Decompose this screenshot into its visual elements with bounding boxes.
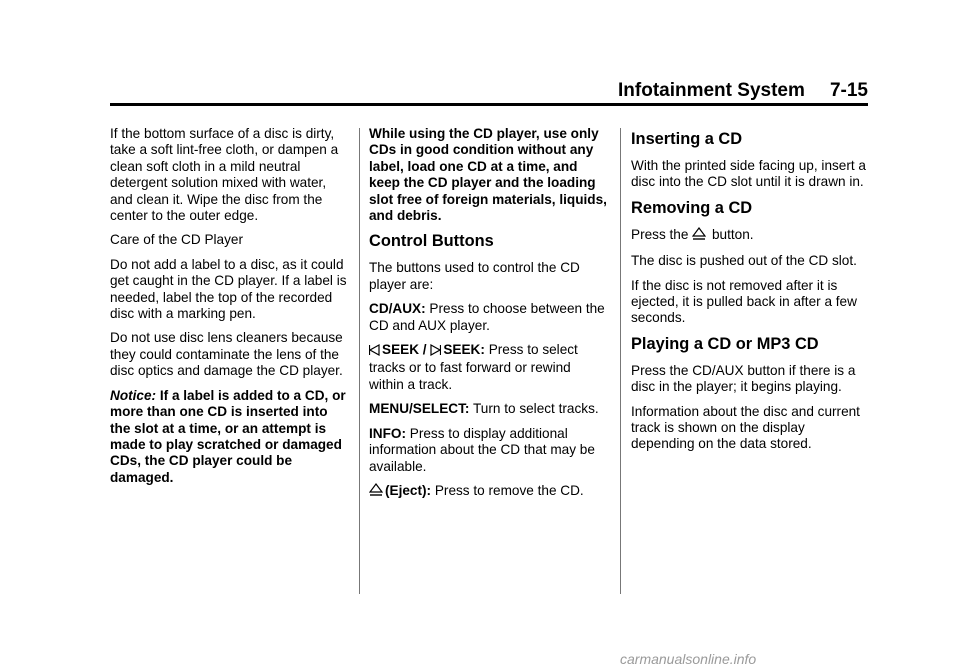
eject-item: [369, 483, 609, 501]
page-header: [618, 80, 868, 104]
notice-text: If a label is added to a CD, or more than one CD is inserted into the slot at a time, or an attempt is made to play scratched or damaged CDs, the CD player could be damaged.: [110, 387, 346, 485]
care-heading: Care of the CD Player: [110, 232, 243, 248]
column-divider-1: [359, 128, 360, 594]
menu-label: MENU/SELECT:: [369, 401, 470, 417]
remove-pre: Press the: [631, 226, 689, 242]
header-rule: [110, 103, 868, 106]
column-3: [631, 126, 866, 461]
label-paragraph: Do not add a label to a disc, as it could get caught in the CD player. If a label is needed, label the top of the recorded disc with a marking pen.: [110, 256, 347, 322]
column-2: [369, 126, 609, 509]
watermark: carmanualsonline.info: [620, 651, 757, 667]
notice-paragraph: [110, 388, 350, 486]
info-item: [369, 426, 609, 475]
eject-icon: [692, 227, 706, 245]
cleaning-paragraph: If the bottom surface of a disc is dirty, take a soft lint-free cloth, or dampen a clean soft cloth in a mild neutral detergent solution mixed with water, and clean it. Wipe the disc from the center to the outer edge.: [110, 126, 339, 224]
section-title: Infotainment System: [618, 80, 805, 101]
column-1: [110, 126, 350, 494]
cdaux-text: Press to choose between the CD and AUX player.: [369, 301, 605, 333]
cdaux-item: [369, 301, 609, 334]
inserting-heading: Inserting a CD: [631, 130, 743, 148]
control-intro: The buttons used to control the CD player are:: [369, 260, 580, 292]
playing-p1: Press the CD/AUX button if there is a disc in the player; it begins playing.: [631, 362, 856, 395]
remove-post: button.: [711, 226, 754, 242]
seek-text: Press to select tracks or to fast forward or rewind within a track.: [369, 342, 578, 392]
seek-back-icon: [369, 344, 380, 360]
playing-heading: Playing a CD or MP3 CD: [631, 334, 819, 353]
eject-icon: [369, 483, 383, 501]
removing-p3: If the disc is not removed after it is ejected, it is pulled back in after a few seconds.: [631, 277, 857, 326]
eject-label: (Eject):: [385, 482, 432, 498]
menu-item: [369, 401, 609, 417]
eject-text: Press to remove the CD.: [434, 482, 584, 498]
info-label: INFO:: [369, 425, 406, 441]
removing-heading: Removing a CD: [631, 198, 753, 217]
warning-paragraph: While using the CD player, use only CDs in good condition without any label, load one CD at a time, and keep the CD player and the loading slot free of foreign materials, liquids, and debris.: [369, 126, 607, 224]
page-number: 7-15: [829, 80, 868, 101]
info-text: Press to display additional information about the CD that may be available.: [369, 425, 595, 474]
removing-p2: The disc is pushed out of the CD slot.: [631, 253, 857, 269]
seek-label-b: SEEK:: [443, 342, 485, 358]
playing-p2: Information about the disc and current track is shown on the display depending on the data stored.: [631, 403, 860, 452]
seek-item: [369, 342, 609, 393]
cdaux-label: CD/AUX:: [369, 301, 426, 317]
lens-cleaner-paragraph: Do not use disc lens cleaners because they could contaminate the lens of the disc optics and damage the CD player.: [110, 330, 343, 379]
notice-label: Notice:: [110, 387, 157, 403]
menu-text: Turn to select tracks.: [472, 401, 599, 417]
control-buttons-heading: Control Buttons: [369, 232, 494, 251]
seek-forward-icon: [430, 344, 441, 360]
inserting-text: With the printed side facing up, insert a disc into the CD slot until it is drawn in.: [631, 158, 866, 190]
seek-label-a: SEEK /: [382, 342, 427, 358]
column-divider-2: [620, 128, 621, 594]
removing-instruction: [631, 227, 866, 245]
